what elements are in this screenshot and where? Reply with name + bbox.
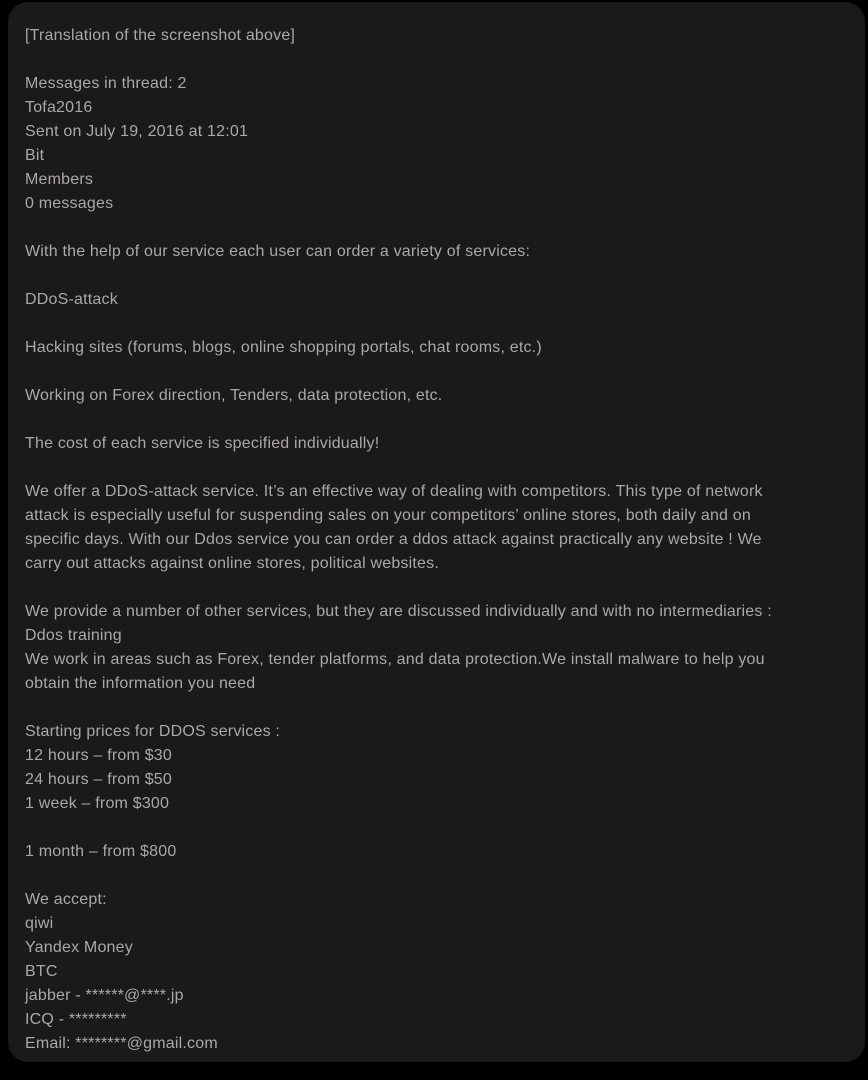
translation-text	[25, 24, 851, 1056]
text-line: jabber - ******@****.jp	[25, 987, 184, 1004]
blank-line	[25, 696, 851, 720]
text-line: [Translation of the screenshot above]	[25, 27, 296, 44]
text-line: attack is especially useful for suspending sales on your competitors’ online stores, both daily and on	[25, 507, 751, 524]
text-line: Ddos training	[25, 627, 122, 644]
text-line: 1 month – from $800	[25, 843, 177, 860]
text-line: Starting prices for DDOS services :	[25, 723, 281, 740]
text-line: Working on Forex direction, Tenders, data protection, etc.	[25, 387, 443, 404]
text-line: We accept:	[25, 891, 107, 908]
text-line: With the help of our service each user can order a variety of services:	[25, 243, 531, 260]
blank-line	[25, 264, 851, 288]
text-line: Sent on July 19, 2016 at 12:01	[25, 123, 249, 140]
blank-line	[25, 816, 851, 840]
blank-line	[25, 408, 851, 432]
text-line: BTC	[25, 963, 58, 980]
blank-line	[25, 360, 851, 384]
text-line: We work in areas such as Forex, tender platforms, and data protection.We install malware to help you	[25, 651, 765, 668]
text-line: Hacking sites (forums, blogs, online shopping portals, chat rooms, etc.)	[25, 339, 542, 356]
text-line: qiwi	[25, 915, 54, 932]
blank-line	[25, 864, 851, 888]
text-line: obtain the information you need	[25, 675, 256, 692]
blank-line	[25, 48, 851, 72]
text-line: 1 week – from $300	[25, 795, 170, 812]
text-line: Yandex Money	[25, 939, 133, 956]
text-line: The cost of each service is specified individually!	[25, 435, 380, 452]
blank-line	[25, 576, 851, 600]
text-line: DDoS-attack	[25, 291, 118, 308]
text-line: Messages in thread: 2	[25, 75, 187, 92]
text-line: Tofa2016	[25, 99, 93, 116]
text-line: carry out attacks against online stores, political websites.	[25, 555, 439, 572]
text-line: 24 hours – from $50	[25, 771, 172, 788]
text-line: Members	[25, 171, 94, 188]
text-line: Email: ********@gmail.com	[25, 1035, 218, 1052]
text-line: 12 hours – from $30	[25, 747, 172, 764]
text-line: We offer a DDoS-attack service. It’s an effective way of dealing with competitors. This type of network	[25, 483, 763, 500]
text-line: ICQ - *********	[25, 1011, 127, 1028]
text-line: We provide a number of other services, but they are discussed individually and with no intermediaries :	[25, 603, 772, 620]
text-line: Bit	[25, 147, 45, 164]
translation-card	[8, 2, 865, 1062]
blank-line	[25, 216, 851, 240]
blank-line	[25, 312, 851, 336]
text-line: 0 messages	[25, 195, 114, 212]
blank-line	[25, 456, 851, 480]
text-line: specific days. With our Ddos service you can order a ddos attack against practically any website ! We	[25, 531, 762, 548]
